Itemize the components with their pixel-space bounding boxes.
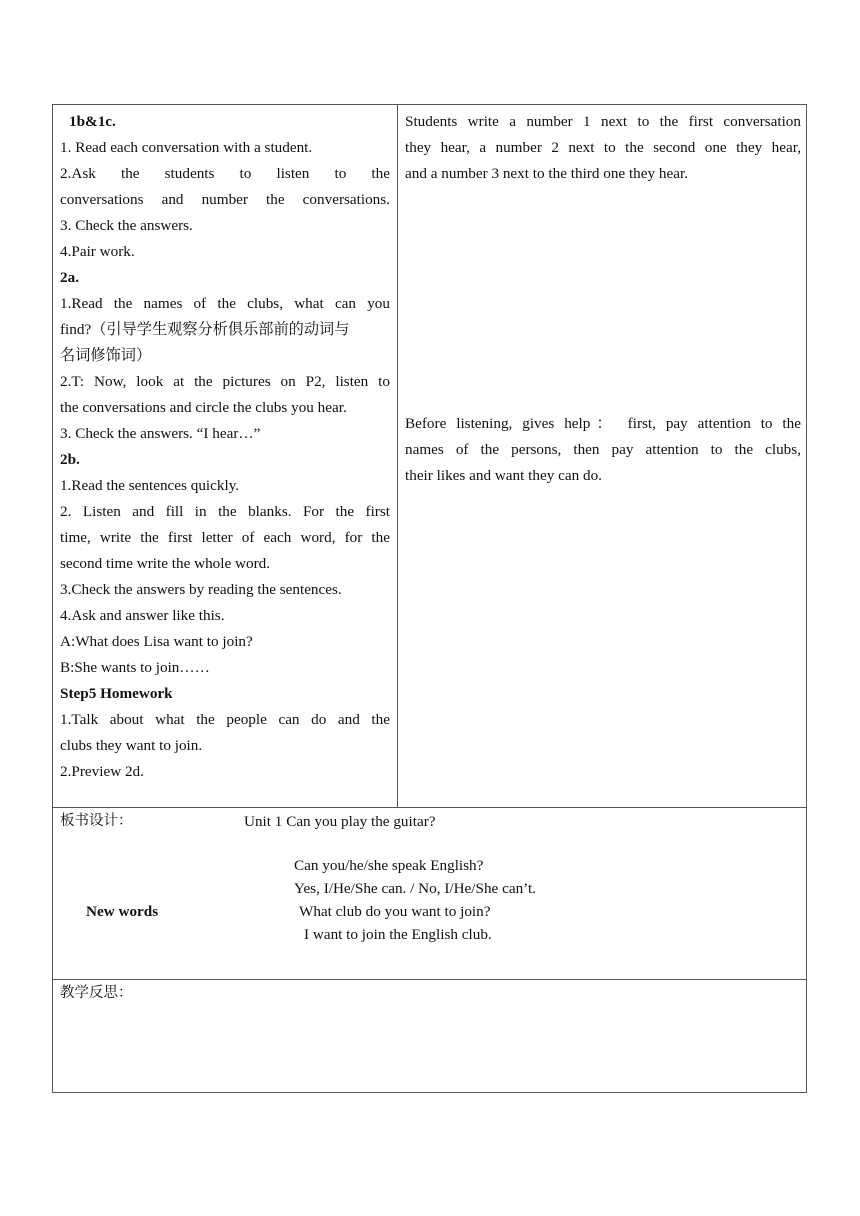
step-text: 1.Read the sentences quickly. bbox=[60, 477, 240, 494]
step-text: 3. Check the answers. “I hear…” bbox=[60, 425, 261, 442]
step-text: time, write the first letter of each word, for the bbox=[60, 529, 390, 546]
note-text: they hear, a number 2 next to the second one they hear, bbox=[405, 139, 801, 156]
step-text: find?（引导学生观察分析俱乐部前的动词与 bbox=[60, 321, 350, 338]
board-line: Can you/he/she speak English? bbox=[294, 857, 484, 874]
note-text: and a number 3 next to the third one they hear. bbox=[405, 165, 688, 182]
step-text: conversations and number the conversations. bbox=[60, 191, 390, 208]
step-text: second time write the whole word. bbox=[60, 555, 271, 572]
note-text: their likes and want they can do. bbox=[405, 467, 602, 484]
board-design-row bbox=[53, 808, 806, 980]
step-text: 名词修饰词） bbox=[60, 347, 152, 364]
new-words-label: New words bbox=[86, 903, 159, 920]
step-text: 2. Listen and fill in the blanks. For the first bbox=[60, 503, 390, 520]
step-text: 1.Read the names of the clubs, what can you bbox=[60, 295, 390, 312]
step-text: 2.T: Now, look at the pictures on P2, listen to bbox=[60, 373, 390, 390]
procedure-row bbox=[53, 105, 806, 808]
step-text: 3.Check the answers by reading the sentences. bbox=[60, 581, 342, 598]
board-line: I want to join the English club. bbox=[304, 926, 492, 943]
step-text: 4.Pair work. bbox=[60, 243, 135, 260]
step-text: 1.Talk about what the people can do and the bbox=[60, 711, 390, 728]
note-text: Before listening, gives help： first, pay attention to the bbox=[405, 415, 801, 432]
step-text: 4.Ask and answer like this. bbox=[60, 607, 225, 624]
step-text: 1. Read each conversation with a student. bbox=[60, 139, 313, 156]
step-text: 2.Ask the students to listen to the bbox=[60, 165, 390, 182]
board-line: What club do you want to join? bbox=[299, 903, 491, 920]
reflection-row bbox=[53, 980, 806, 1092]
section-heading-2a: 2a. bbox=[60, 269, 79, 286]
teaching-notes-cell bbox=[398, 105, 806, 807]
note-text: names of the persons, then pay attention to the clubs, bbox=[405, 441, 801, 458]
procedure-steps-cell bbox=[53, 105, 398, 807]
step-text: 3. Check the answers. bbox=[60, 217, 193, 234]
lesson-plan-table bbox=[52, 104, 807, 1093]
teaching-note bbox=[405, 109, 801, 187]
board-design-label: 板书设计： bbox=[60, 813, 133, 829]
step-text: A:What does Lisa want to join? bbox=[60, 633, 253, 650]
section-heading-homework: Step5 Homework bbox=[60, 685, 173, 702]
step-text: the conversations and circle the clubs you hear. bbox=[60, 399, 347, 416]
section-heading-1b1c: 1b&1c. bbox=[69, 113, 116, 130]
reflection-label: 教学反思： bbox=[60, 985, 133, 1001]
step-text: B:She wants to join…… bbox=[60, 659, 210, 676]
section-heading-2b: 2b. bbox=[60, 451, 80, 468]
note-text: Students write a number 1 next to the first conversation bbox=[405, 113, 801, 130]
procedure-steps bbox=[60, 109, 390, 785]
step-text: 2.Preview 2d. bbox=[60, 763, 144, 780]
board-line: Yes, I/He/She can. / No, I/He/She can’t. bbox=[294, 880, 536, 897]
board-title: Unit 1 Can you play the guitar? bbox=[244, 813, 436, 830]
teaching-note bbox=[405, 411, 801, 489]
step-text: clubs they want to join. bbox=[60, 737, 203, 754]
